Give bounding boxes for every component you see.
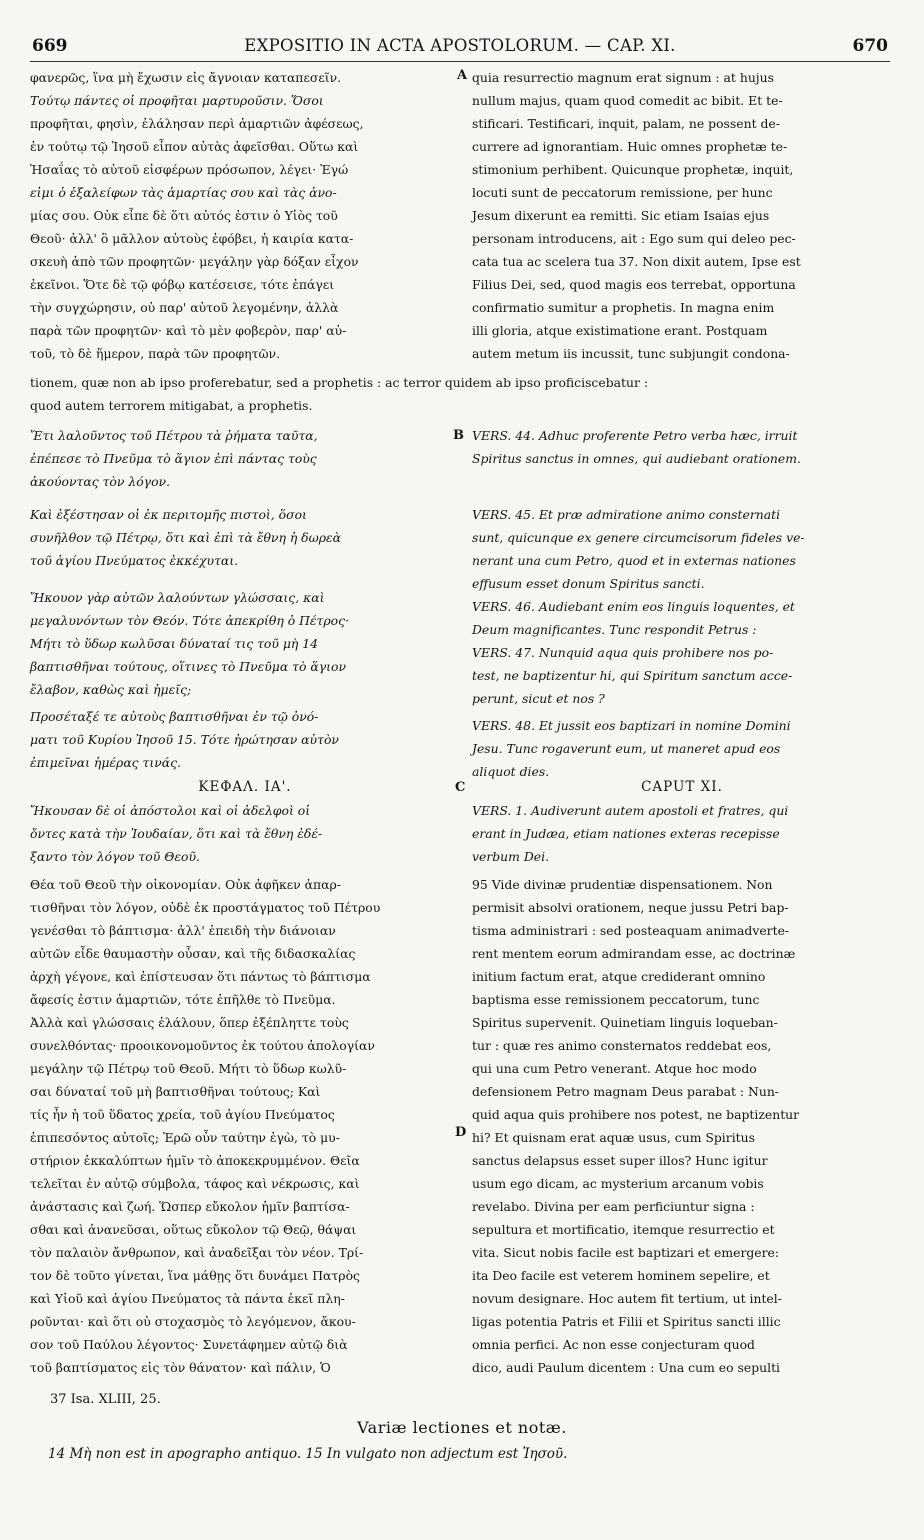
footnote: 37 Isa. XLIII, 25.	[50, 1392, 161, 1407]
latin-verse-line: effusum esset donum Spiritus sancti.	[472, 576, 705, 591]
margin-marker-c: C	[455, 780, 466, 795]
latin-verses	[472, 424, 892, 783]
greek-line: προφῆται, φησὶν, ἐλάλησαν περὶ ἁμαρτιῶν ἀφέσεως,	[30, 116, 364, 131]
greek-verse-line: ἔλαβον, καθὼς καὶ ἡμεῖς;	[30, 682, 192, 697]
latin-line: autem metum iis incussit, tunc subjungit condona-	[472, 346, 790, 361]
latin-chapter-verse-line: erant in Judæa, etiam nationes exteras recepisse	[472, 826, 780, 841]
greek-commentary-line: καὶ Υἱοῦ καὶ ἁγίου Πνεύματος τὰ πάντα ἐκεῖ πλη-	[30, 1291, 345, 1306]
greek-line: τοῦ, τὸ δὲ ἥμερον, παρὰ τῶν προφητῶν.	[30, 346, 281, 361]
latin-commentary-line: usum ego dicam, ac mysterium arcanum vobis	[472, 1176, 764, 1191]
greek-commentary-line: τοῦ βαπτίσματος εἰς τὸν θάνατον· καὶ πάλιν, Ὁ	[30, 1360, 331, 1375]
latin-verse-line: VERS. 47. Nunquid aqua quis prohibere nos po-	[472, 645, 774, 660]
latin-line: stificari. Testificari, inquit, palam, ne possent de-	[472, 116, 780, 131]
latin-verse-line: VERS. 46. Audiebant enim eos linguis loquentes, et	[472, 599, 795, 614]
latin-verse-line: Deum magnificantes. Tunc respondit Petrus :	[472, 622, 757, 637]
greek-line: παρὰ τῶν προφητῶν· καὶ τὸ μὲν φοβερὸν, παρ' αὐ-	[30, 323, 347, 338]
greek-commentary-line: σθαι καὶ ἀνανεῦσαι, οὕτως εὔκολον τῷ Θεῷ, θάψαι	[30, 1222, 357, 1237]
latin-commentary-line: initium factum erat, atque crediderant omnino	[472, 969, 766, 984]
latin-verse-line: sunt, quicunque ex genere circumcisorum fideles ve-	[472, 530, 805, 545]
greek-line: ἐν τούτῳ τῷ Ἰησοῦ εἶπον αὐτὰς ἀφεῖσθαι. Οὕτω καὶ	[30, 139, 359, 154]
greek-chapter-verse-line: Ἤκουσαν δὲ οἱ ἀπόστολοι καὶ οἱ ἀδελφοὶ οἱ	[30, 803, 311, 818]
latin-commentary-line: Spiritus supervenit. Quinetiam linguis loqueban-	[472, 1015, 778, 1030]
greek-line: σκευὴ ἀπὸ τῶν προφητῶν· μεγάλην γὰρ δόξαν εἶχον	[30, 254, 359, 269]
greek-verse-line: μεγαλυνόντων τὸν Θεόν. Τότε ἀπεκρίθη ὁ Πέτρος·	[30, 613, 350, 628]
latin-column-top	[472, 66, 892, 365]
greek-line: Τούτῳ πάντες οἱ προφῆται μαρτυροῦσιν. Ὅσοι	[30, 93, 324, 108]
greek-verse-line: Μήτι τὸ ὕδωρ κωλῦσαι δύναταί τις τοῦ μὴ 14	[30, 636, 319, 651]
page-header	[30, 36, 890, 62]
latin-commentary-line: rent mentem eorum admirandam esse, ac doctrinæ	[472, 946, 796, 961]
greek-commentary-line: σον τοῦ Παύλου λέγοντος· Συνετάφημεν αὐτῷ διὰ	[30, 1337, 348, 1352]
full-line: tionem, quæ non ab ipso proferebatur, sed a prophetis : ac terror quidem ab ipso proficiscebatur :	[30, 375, 649, 390]
right-page-number: 670	[852, 36, 888, 56]
latin-chapter-heading: CAPUT XI.	[641, 779, 723, 795]
greek-commentary-line: σαι δύναταί τοῦ μὴ βαπτισθῆναι τούτους; Καὶ	[30, 1084, 321, 1099]
latin-commentary-line: vita. Sicut nobis facile est baptizari et emergere:	[472, 1245, 780, 1260]
latin-line: locuti sunt de peccatorum remissione, per hunc	[472, 185, 773, 200]
latin-verse-line: Jesu. Tunc rogaverunt eum, ut maneret apud eos	[472, 741, 781, 756]
margin-marker-b: B	[453, 428, 464, 443]
latin-line: Jesum dixerunt ea remitti. Sic etiam Isaias ejus	[472, 208, 770, 223]
latin-commentary-line: sanctus delapsus esset super illos? Hunc igitur	[472, 1153, 768, 1168]
running-title: EXPOSITIO IN ACTA APOSTOLORUM. — CAP. XI.	[244, 36, 676, 55]
margin-marker-a: A	[457, 68, 468, 83]
latin-commentary-line: baptisma esse remissionem peccatorum, tunc	[472, 992, 760, 1007]
greek-column-top	[30, 66, 460, 365]
latin-commentary	[472, 873, 892, 1379]
full-width-text	[30, 371, 890, 417]
greek-commentary-line: τελεῖται ἐν αὐτῷ σύμβολα, τάφος καὶ νέκρωσις, καὶ	[30, 1176, 360, 1191]
latin-commentary-line: dico, audi Paulum dicentem : Una cum eo sepulti	[472, 1360, 781, 1375]
latin-line: confirmatio sumitur a prophetis. In magna enim	[472, 300, 775, 315]
latin-verse-line: VERS. 45. Et præ admiratione animo consternati	[472, 507, 781, 522]
latin-commentary-line: ita Deo facile est veterem hominem sepelire, et	[472, 1268, 770, 1283]
greek-commentary-line: αὐτῶν εἶδε θαυμαστὴν οὖσαν, καὶ τῆς διδασκαλίας	[30, 946, 356, 961]
greek-verse-line: Καὶ ἐξέστησαν οἱ ἐκ περιτομῆς πιστοὶ, ὅσοι	[30, 507, 307, 522]
latin-line: cata tua ac scelera tua 37. Non dixit autem, Ipse est	[472, 254, 801, 269]
greek-commentary	[30, 873, 460, 1379]
greek-chapter-verse-line: ὄντες κατὰ τὴν Ἰουδαίαν, ὅτι καὶ τὰ ἔθνη ἐδέ-	[30, 826, 323, 841]
margin-marker-d: D	[455, 1125, 467, 1140]
greek-verse-line: ἀκούοντας τὸν λόγον.	[30, 474, 171, 489]
greek-commentary-line: τὸν παλαιὸν ἄνθρωπον, καὶ ἀναδεῖξαι τὸν νέον. Τρί-	[30, 1245, 364, 1260]
latin-verse-line: aliquot dies.	[472, 764, 550, 779]
latin-line: nullum majus, quam quod comedit ac bibit. Et te-	[472, 93, 783, 108]
latin-verse-line: VERS. 48. Et jussit eos baptizari in nomine Domini	[472, 718, 791, 733]
greek-commentary-line: γενέσθαι τὸ βάπτισμα· ἀλλ' ἐπειδὴ τὴν διάνοιαν	[30, 923, 336, 938]
greek-commentary-line: στήριον ἐκκαλύπτων ἡμῖν τὸ ἀποκεκρυμμένον. Θεῖα	[30, 1153, 360, 1168]
latin-line: Filius Dei, sed, quod magis eos terrebat, opportuna	[472, 277, 796, 292]
full-line: quod autem terrorem mitigabat, a prophetis.	[30, 398, 313, 413]
greek-commentary-line: ἀνάστασις καὶ ζωή. Ὥσπερ εὔκολον ἡμῖν βαπτίσα-	[30, 1199, 350, 1214]
variae-lectiones-notes: 14 Μὴ non est in apographo antiquo. 15 In vulgato non adjectum est Ἰησοῦ.	[48, 1446, 568, 1462]
greek-line: εἰμι ὁ ἐξαλείφων τὰς ἁμαρτίας σου καὶ τὰς ἀνο-	[30, 185, 337, 200]
latin-verse-line: perunt, sicut et nos ?	[472, 691, 605, 706]
greek-line: φανερῶς, ἵνα μὴ ἔχωσιν εἰς ἄγνοιαν καταπεσεῖν.	[30, 70, 342, 85]
greek-commentary-line: Ἀλλὰ καὶ γλώσσαις ἐλάλουν, ὅπερ ἐξέπληττε τοὺς	[30, 1015, 349, 1030]
latin-commentary-line: qui una cum Petro venerant. Atque hoc modo	[472, 1061, 757, 1076]
greek-commentary-line: τισθῆναι τὸν λόγον, οὐδὲ ἐκ προστάγματος τοῦ Πέτρου	[30, 900, 381, 915]
variae-lectiones-heading: Variæ lectiones et notæ.	[357, 1418, 567, 1437]
latin-verse-line: VERS. 44. Adhuc proferente Petro verba hæc, irruit	[472, 428, 798, 443]
latin-commentary-line: tisma administrari : sed posteaquam animadverte-	[472, 923, 790, 938]
latin-verse-line: test, ne baptizentur hi, qui Spiritum sanctum acce-	[472, 668, 793, 683]
greek-commentary-line: Θέα τοῦ Θεοῦ τὴν οἰκονομίαν. Οὐκ ἀφῆκεν ἀπαρ-	[30, 877, 341, 892]
greek-line: ἐκεῖνοι. Ὅτε δὲ τῷ φόβῳ κατέσεισε, τότε ἐπάγει	[30, 277, 335, 292]
latin-line: quia resurrectio magnum erat signum : at hujus	[472, 70, 774, 85]
greek-line: Θεοῦ· ἀλλ' ὃ μᾶλλον αὐτοὺς ἐφόβει, ἡ καιρία κατα-	[30, 231, 354, 246]
latin-line: stimonium perhibent. Quicunque prophetæ, inquit,	[472, 162, 794, 177]
greek-line: μίας σου. Οὐκ εἶπε δὲ ὅτι αὐτός ἐστιν ὁ Υἱὸς τοῦ	[30, 208, 338, 223]
latin-commentary-line: 95 Vide divinæ prudentiæ dispensationem. Non	[472, 877, 773, 892]
latin-commentary-line: quid aqua quis prohibere nos potest, ne baptizentur	[472, 1107, 800, 1122]
latin-line: currere ad ignorantiam. Huic omnes prophetæ te-	[472, 139, 788, 154]
greek-chapter-heading: ΚΕΦΑΛ. ΙΑ'.	[198, 779, 292, 795]
latin-commentary-line: hi? Et quisnam erat aquæ usus, cum Spiritus	[472, 1130, 755, 1145]
greek-verse-line: συνῆλθον τῷ Πέτρῳ, ὅτι καὶ ἐπὶ τὰ ἔθνη ἡ δωρεὰ	[30, 530, 342, 545]
greek-commentary-line: μεγάλην τῷ Πέτρῳ τοῦ Θεοῦ. Μήτι τὸ ὕδωρ κωλῦ-	[30, 1061, 347, 1076]
latin-commentary-line: revelabo. Divina per eam perficiuntur signa :	[472, 1199, 755, 1214]
greek-commentary-line: τον δὲ τοῦτο γίνεται, ἵνα μάθῃς ὅτι δυνάμει Πατρὸς	[30, 1268, 360, 1283]
latin-commentary-line: tur : quæ res animo consternatos reddebat eos,	[472, 1038, 772, 1053]
latin-commentary-line: omnia perfici. Ac non esse conjecturam quod	[472, 1337, 755, 1352]
latin-line: illi gloria, atque existimatione erant. Postquam	[472, 323, 768, 338]
latin-chapter-verse	[472, 799, 892, 868]
latin-verse-line: nerant una cum Petro, quod et in externas nationes	[472, 553, 796, 568]
greek-commentary-line: συνελθόντας· προοικονομοῦντος ἐκ τούτου ἀπολογίαν	[30, 1038, 375, 1053]
greek-verse-line: ἐπιμεῖναι ἡμέρας τινάς.	[30, 755, 182, 770]
latin-commentary-line: novum designare. Hoc autem fit tertium, ut intel-	[472, 1291, 782, 1306]
latin-commentary-line: permisit absolvi orationem, neque jussu Petri bap-	[472, 900, 789, 915]
left-page-number: 669	[32, 36, 68, 56]
greek-commentary-line: τίς ἦν ἡ τοῦ ὕδατος χρεία, τοῦ ἁγίου Πνεύματος	[30, 1107, 335, 1122]
latin-line: personam introducens, ait : Ego sum qui deleo pec-	[472, 231, 796, 246]
greek-chapter-verse-line: ξαντο τὸν λόγον τοῦ Θεοῦ.	[30, 849, 200, 864]
greek-commentary-line: ἀρχὴ γέγονε, καὶ ἐπίστευσαν ὅτι πάντως τὸ βάπτισμα	[30, 969, 371, 984]
greek-verse-line: τοῦ ἁγίου Πνεύματος ἐκκέχυται.	[30, 553, 239, 568]
latin-commentary-line: sepultura et mortificatio, itemque resurrectio et	[472, 1222, 775, 1237]
greek-commentary-line: ροῦνται· καὶ ὅτι οὐ στοχασμὸς τὸ λεγόμενον, ἄκου-	[30, 1314, 356, 1329]
greek-verse-line: Ἔτι λαλοῦντος τοῦ Πέτρου τὰ ῥήματα ταῦτα,	[30, 428, 318, 443]
greek-chapter-verse	[30, 799, 460, 868]
greek-verse-line: ἐπέπεσε τὸ Πνεῦμα τὸ ἅγιον ἐπὶ πάντας τοὺς	[30, 451, 317, 466]
greek-commentary-line: ἐπιπεσόντος αὐτοῖς; Ἐρῶ οὖν ταύτην ἐγὼ, τὸ μυ-	[30, 1130, 340, 1145]
greek-commentary-line: ἄφεσίς ἐστιν ἁμαρτιῶν, τότε ἐπῆλθε τὸ Πνεῦμα.	[30, 992, 336, 1007]
greek-verse-line: Προσέταξέ τε αὐτοὺς βαπτισθῆναι ἐν τῷ ὀνό-	[30, 709, 319, 724]
greek-line: Ἡσαΐας τὸ αὐτοῦ εἰσφέρων πρόσωπον, λέγει· Ἐγώ	[30, 162, 349, 177]
greek-line: τὴν συγχώρησιν, οὐ παρ' αὐτοῦ λεγομένην, ἀλλὰ	[30, 300, 339, 315]
latin-chapter-verse-line: VERS. 1. Audiverunt autem apostoli et fratres, qui	[472, 803, 789, 818]
latin-commentary-line: ligas potentia Patris et Filii et Spiritus sancti illic	[472, 1314, 781, 1329]
greek-verses	[30, 424, 460, 774]
greek-verse-line: ματι τοῦ Κυρίου Ἰησοῦ 15. Τότε ἠρώτησαν αὐτὸν	[30, 732, 339, 747]
latin-commentary-line: defensionem Petro magnam Deus parabat : Nun-	[472, 1084, 779, 1099]
greek-verse-line: Ἤκουον γὰρ αὐτῶν λαλούντων γλώσσαις, καὶ	[30, 590, 325, 605]
latin-verse-line: Spiritus sanctus in omnes, qui audiebant orationem.	[472, 451, 801, 466]
latin-chapter-verse-line: verbum Dei.	[472, 849, 550, 864]
greek-verse-line: βαπτισθῆναι τούτους, οἵτινες τὸ Πνεῦμα τὸ ἅγιον	[30, 659, 347, 674]
